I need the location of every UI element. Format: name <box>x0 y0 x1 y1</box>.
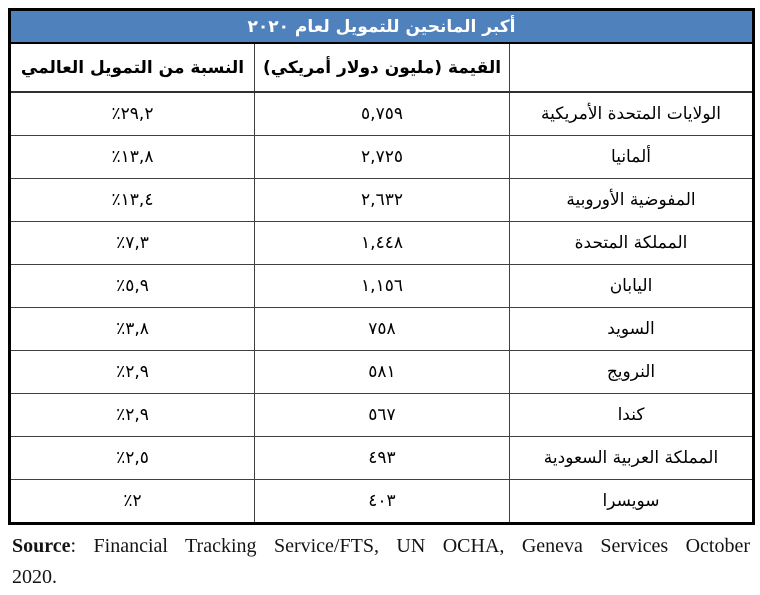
source-line-1 <box>12 531 750 562</box>
share-cell: ٪٣,٨ <box>10 308 255 351</box>
country-cell: الولايات المتحدة الأمريكية <box>510 92 754 136</box>
title-row <box>10 10 754 44</box>
share-cell: ٪١٣,٤ <box>10 179 255 222</box>
share-cell: ٪٢,٩ <box>10 351 255 394</box>
table-title: أكبر المانحين للتمويل لعام ٢٠٢٠ <box>10 10 754 44</box>
value-cell: ٤٠٣ <box>255 480 510 524</box>
source-line-2: 2020. <box>12 566 57 588</box>
col-header-value: القيمة (مليون دولار أمريكي) <box>255 43 510 92</box>
table-row <box>10 265 754 308</box>
table-row <box>10 222 754 265</box>
table-row <box>10 136 754 179</box>
country-cell: المملكة العربية السعودية <box>510 437 754 480</box>
table-row <box>10 179 754 222</box>
country-cell: السويد <box>510 308 754 351</box>
share-cell: ٪٢,٥ <box>10 437 255 480</box>
value-cell: ١,١٥٦ <box>255 265 510 308</box>
table-row <box>10 351 754 394</box>
value-cell: ٥,٧٥٩ <box>255 92 510 136</box>
share-cell: ٪٢٩,٢ <box>10 92 255 136</box>
share-cell: ٪١٣,٨ <box>10 136 255 179</box>
source-note <box>12 531 750 593</box>
table-row <box>10 480 754 524</box>
country-cell: المفوضية الأوروبية <box>510 179 754 222</box>
share-cell: ٪٥,٩ <box>10 265 255 308</box>
value-cell: ٥٨١ <box>255 351 510 394</box>
country-cell: النرويج <box>510 351 754 394</box>
table-row <box>10 308 754 351</box>
value-cell: ٤٩٣ <box>255 437 510 480</box>
country-cell: سويسرا <box>510 480 754 524</box>
country-cell: اليابان <box>510 265 754 308</box>
share-cell: ٪٢ <box>10 480 255 524</box>
value-cell: ٥٦٧ <box>255 394 510 437</box>
table-row <box>10 92 754 136</box>
table-row <box>10 437 754 480</box>
value-cell: ٧٥٨ <box>255 308 510 351</box>
country-cell: المملكة المتحدة <box>510 222 754 265</box>
country-cell: ألمانيا <box>510 136 754 179</box>
table-row <box>10 394 754 437</box>
value-cell: ٢,٦٣٢ <box>255 179 510 222</box>
header-row <box>10 43 754 92</box>
share-cell: ٪٧,٣ <box>10 222 255 265</box>
top-donors-table <box>8 8 755 525</box>
source-text: : Financial Tracking Service/FTS, UN OCHA, Geneva Services October <box>70 535 750 557</box>
col-header-share: النسبة من التمويل العالمي <box>10 43 255 92</box>
value-cell: ٢,٧٢٥ <box>255 136 510 179</box>
value-cell: ١,٤٤٨ <box>255 222 510 265</box>
country-cell: كندا <box>510 394 754 437</box>
source-label: Source <box>12 535 71 557</box>
share-cell: ٪٢,٩ <box>10 394 255 437</box>
col-header-country <box>510 43 754 92</box>
